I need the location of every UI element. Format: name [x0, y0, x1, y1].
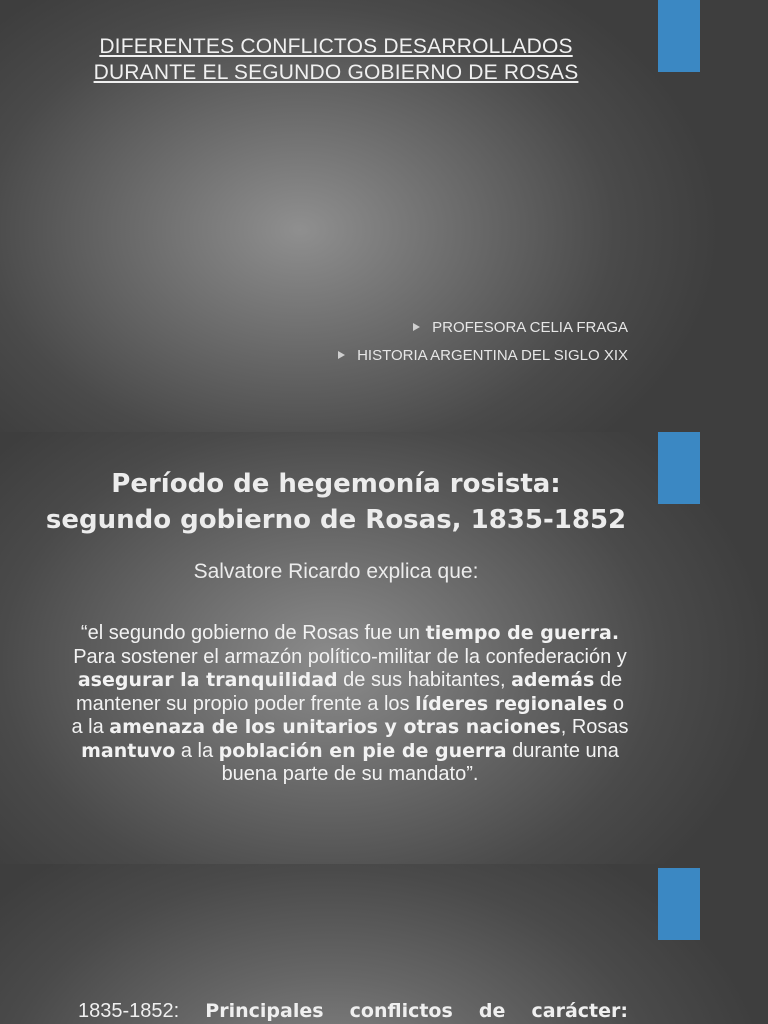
quote-text: de mantener su propio poder frente a los — [76, 669, 623, 715]
accent-bar — [658, 0, 700, 72]
quote-emphasis: amenaza de los unitarios y otras naciones — [109, 716, 561, 738]
heading-prefix: 1835-1852: — [78, 1000, 180, 1022]
quote-text: Para sostener el armazón político-militar de la confederación y — [73, 645, 627, 668]
slide-heading — [30, 466, 642, 538]
subtitle-item — [338, 346, 628, 364]
quote-emphasis: líderes regionales — [415, 692, 608, 715]
slide-title-heading — [40, 34, 632, 86]
subtitle-item — [338, 318, 628, 336]
quote-emphasis: población en pie de guerra — [218, 739, 507, 762]
quote-text: de sus habitantes, — [337, 669, 512, 691]
quote-emphasis: además — [511, 669, 595, 691]
subtitle-text: PROFESORA CELIA FRAGA — [432, 318, 628, 336]
title-line-2: DURANTE EL SEGUNDO GOBIERNO DE ROSAS — [93, 61, 579, 84]
conflicts-heading — [78, 1000, 628, 1023]
heading-line-2: segundo gobierno de Rosas, 1835-1852 — [45, 505, 627, 535]
slide-conflicts — [0, 864, 768, 1024]
heading-line-1: Período de hegemonía rosista: — [111, 469, 561, 499]
heading-word: de — [478, 1000, 506, 1022]
quote-text: o a la — [71, 692, 624, 738]
lead-text: Salvatore Ricardo explica que: — [193, 560, 479, 583]
heading-word: Principales — [205, 1000, 324, 1022]
quote-text: , Rosas — [560, 716, 629, 738]
title-line-1: DIFERENTES CONFLICTOS DESARROLLADOS — [99, 35, 573, 58]
subtitle-text: HISTORIA ARGENTINA DEL SIGLO XIX — [357, 346, 628, 364]
quote-emphasis: mantuvo — [81, 739, 176, 762]
quote-emphasis: tiempo de guerra. — [425, 622, 620, 644]
heading-word: carácter: — [531, 1000, 628, 1022]
quote-text: durante una buena parte de su mandato”. — [221, 739, 619, 785]
accent-bar — [658, 432, 700, 504]
quote-text: a la — [175, 739, 219, 762]
accent-bar — [658, 868, 700, 940]
quote-paragraph — [70, 622, 630, 787]
triangle-bullet-icon — [413, 323, 420, 331]
slide-hegemony — [0, 432, 768, 864]
slide-title — [0, 0, 768, 432]
quote-text: “el segundo gobierno de Rosas fue un — [80, 622, 426, 644]
quote-emphasis: asegurar la tranquilidad — [77, 669, 338, 691]
heading-word: conflictos — [349, 1000, 453, 1022]
subtitle-list — [338, 318, 628, 374]
triangle-bullet-icon — [338, 351, 345, 359]
